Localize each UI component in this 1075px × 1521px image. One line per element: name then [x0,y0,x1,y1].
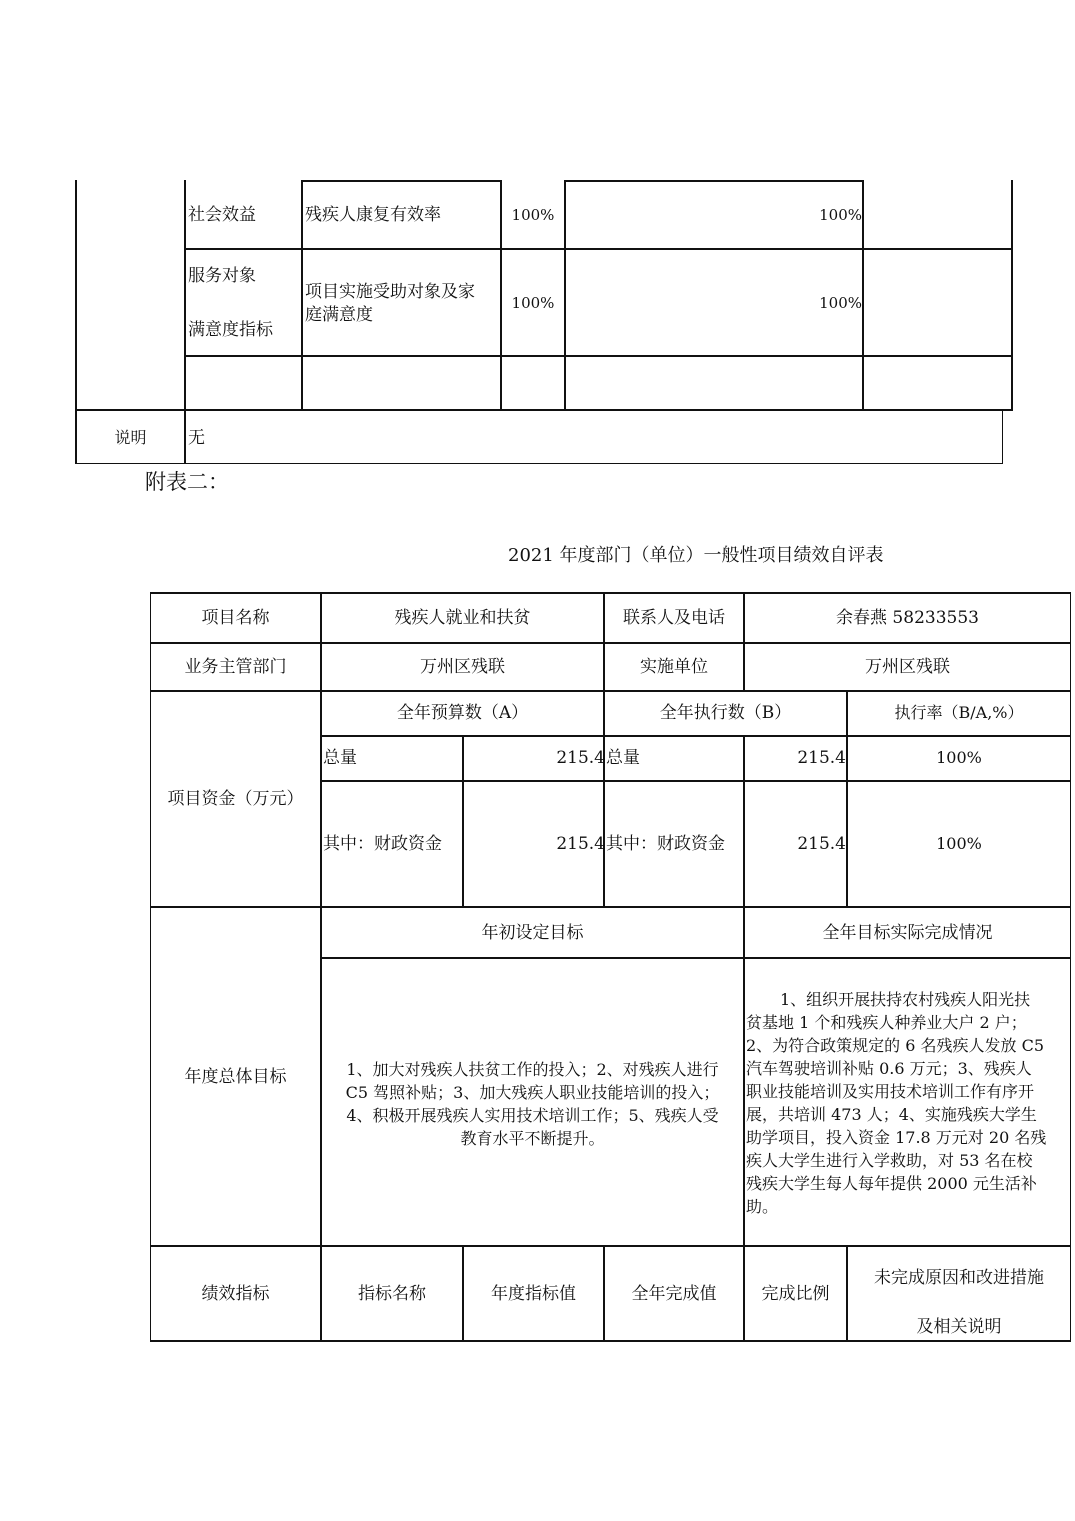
page-title: 2021 年度部门（单位）一般性项目绩效自评表 [508,545,884,566]
row-rehab-rate-actual: 100% [819,206,862,224]
row-rehab-rate-name: 残疾人康复有效率 [305,205,441,225]
total-exec-value: 215.4 [797,748,846,768]
row-satisfaction-actual: 100% [819,294,862,312]
contact-label: 联系人及电话 [623,608,725,628]
budget-header: 全年预算数（A） [396,703,529,723]
total-budget-label: 总量 [323,748,357,768]
actual-goal-line: 汽车驾驶培训补贴 0.6 万元；3、残疾人 [746,1059,1032,1078]
exec-header: 全年执行数（B） [659,703,792,723]
actual-goal-line: 职业技能培训及实用技术培训工作有序开 [746,1082,1035,1101]
row-satisfaction-name-line2: 庭满意度 [305,305,373,325]
fiscal-rate-value: 100% [936,834,982,853]
annual-value-header: 年度指标值 [491,1284,576,1304]
actual-goal-line: 残疾大学生每人每年提供 2000 元生活补 [746,1174,1037,1193]
total-exec-label: 总量 [606,748,640,768]
project-name-label: 项目名称 [201,608,270,628]
perf-label: 绩效指标 [201,1284,270,1304]
initial-goal-line: 教育水平不断提升。 [460,1129,605,1148]
initial-goal-line: 1、加大对残疾人扶贫工作的投入；2、对残疾人进行 [346,1060,719,1079]
total-rate-value: 100% [936,748,982,767]
reason-header-line2: 及相关说明 [916,1317,1002,1337]
dept-label: 业务主管部门 [184,657,287,677]
row-satisfaction-label-line1: 服务对象 [188,266,256,286]
actual-goal-line: 展，共培训 473 人；4、实施残疾大学生 [746,1105,1037,1124]
completion-ratio-header: 完成比例 [761,1284,830,1304]
initial-goal-header: 年初设定目标 [481,923,584,943]
row-social-benefit-label: 社会效益 [188,205,256,225]
goal-label: 年度总体目标 [184,1067,287,1087]
project-name-value: 残疾人就业和扶贫 [394,608,531,628]
actual-goal-line: 2、为符合政策规定的 6 名残疾人发放 C5 [746,1036,1045,1055]
dept-value: 万州区残联 [420,657,505,677]
note-value: 无 [188,428,205,448]
funds-label: 项目资金（万元） [167,789,304,809]
fiscal-exec-value: 215.4 [797,834,846,854]
impl-label: 实施单位 [640,657,708,677]
initial-goal-line: C5 驾照补贴；3、加大残疾人职业技能培训的投入； [345,1083,720,1102]
row-satisfaction-label-line2: 满意度指标 [188,320,273,340]
actual-goal-line: 1、组织开展扶持农村残疾人阳光扶 [780,990,1031,1009]
fiscal-budget-value: 215.4 [556,834,605,854]
appendix-label: 附表二： [145,470,229,494]
fiscal-exec-label: 其中：财政资金 [606,834,725,854]
total-budget-value: 215.4 [556,748,605,768]
actual-goal-line: 疾人大学生进行入学救助，对 53 名在校 [746,1151,1033,1170]
impl-value: 万州区残联 [865,657,950,677]
fiscal-budget-label: 其中：财政资金 [323,834,442,854]
actual-goal-line: 贫基地 1 个和残疾人种养业大户 2 户； [746,1013,1027,1032]
actual-goal-text [746,988,1070,1218]
initial-goal-text [322,1058,743,1150]
indicator-name-header: 指标名称 [358,1284,426,1304]
row-satisfaction-target: 100% [511,294,555,312]
reason-header-line1: 未完成原因和改进措施 [874,1268,1044,1288]
actual-goal-header: 全年目标实际完成情况 [822,923,993,943]
rate-header: 执行率（B/A,%） [894,703,1024,722]
completed-value-header: 全年完成值 [631,1284,717,1304]
row-satisfaction-name-line1: 项目实施受助对象及家 [305,282,475,302]
actual-goal-line: 助。 [746,1197,779,1216]
contact-value: 余春燕 58233553 [836,608,979,628]
row-rehab-rate-target: 100% [511,206,555,224]
note-label: 说明 [114,428,147,447]
actual-goal-line: 助学项目，投入资金 17.8 万元对 20 名残 [746,1128,1047,1147]
initial-goal-line: 4、积极开展残疾人实用技术培训工作；5、残疾人受 [346,1106,719,1125]
